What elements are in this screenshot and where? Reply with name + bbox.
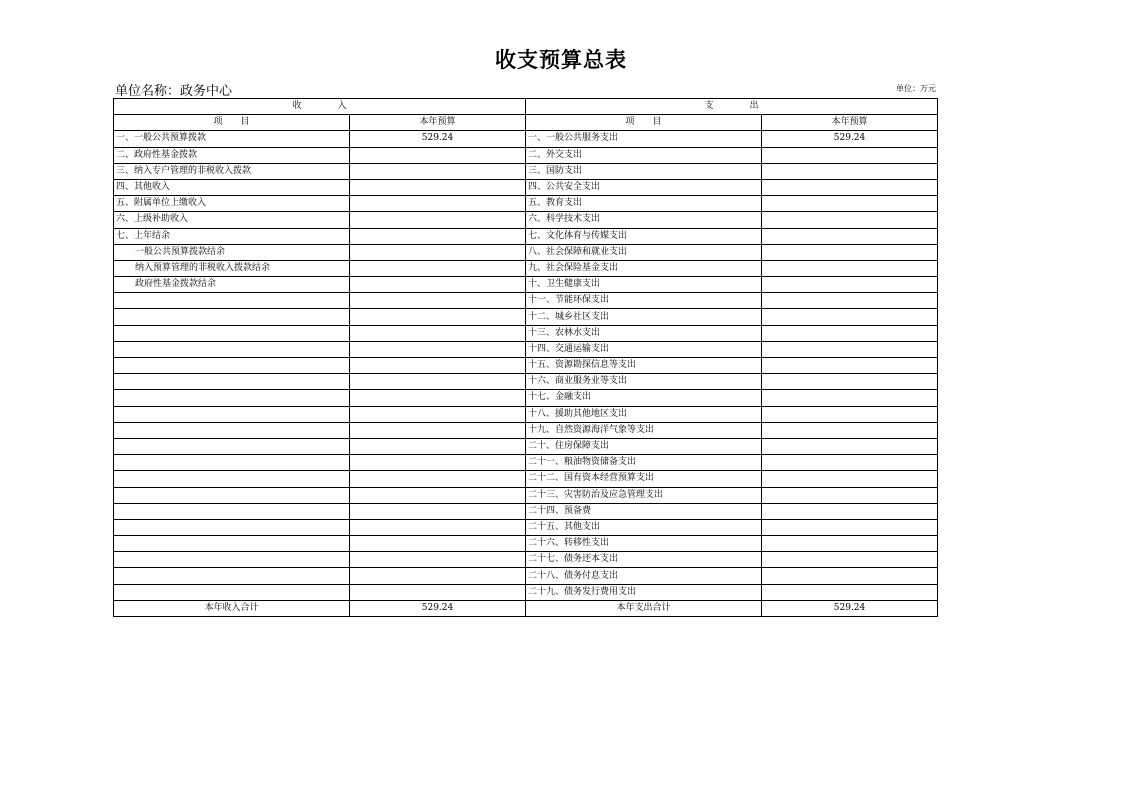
income-item-cell	[114, 406, 350, 422]
income-amount-cell	[350, 147, 526, 163]
income-item-cell: 二、政府性基金拨款	[114, 147, 350, 163]
expense-item-cell: 七、文化体育与传媒支出	[526, 228, 762, 244]
income-item-cell	[114, 438, 350, 454]
table-row	[114, 277, 938, 293]
column-header-row	[114, 115, 938, 131]
income-item-cell	[114, 519, 350, 535]
expense-item-cell: 十五、资源勘探信息等支出	[526, 358, 762, 374]
income-item-cell: 政府性基金拨款结余	[114, 277, 350, 293]
expense-item-cell: 四、公共安全支出	[526, 179, 762, 195]
expense-item-cell: 二十九、债务发行费用支出	[526, 584, 762, 600]
income-item-cell: 五、附属单位上缴收入	[114, 196, 350, 212]
table-row	[114, 131, 938, 147]
income-item-cell: 七、上年结余	[114, 228, 350, 244]
table-row	[114, 358, 938, 374]
table-row	[114, 325, 938, 341]
expense-amount-cell	[762, 374, 938, 390]
expense-amount-cell	[762, 147, 938, 163]
income-amount-cell	[350, 196, 526, 212]
income-item-cell: 一般公共预算拨款结余	[114, 244, 350, 260]
expense-amount-cell	[762, 568, 938, 584]
income-item-cell	[114, 358, 350, 374]
income-amount-cell	[350, 325, 526, 341]
expense-amount-cell	[762, 487, 938, 503]
expense-item-cell: 二十三、灾害防治及应急管理支出	[526, 487, 762, 503]
table-row	[114, 228, 938, 244]
income-total-label: 本年收入合计	[114, 600, 350, 616]
table-row	[114, 179, 938, 195]
table-row	[114, 260, 938, 276]
income-amount-cell	[350, 293, 526, 309]
expense-amount-cell	[762, 244, 938, 260]
expense-amount-cell	[762, 455, 938, 471]
expense-item-cell: 十一、节能环保支出	[526, 293, 762, 309]
income-amount-cell	[350, 568, 526, 584]
expense-item-cell: 二十一、粮油物资储备支出	[526, 455, 762, 471]
income-amount-cell	[350, 390, 526, 406]
table-row	[114, 487, 938, 503]
expense-amount-cell	[762, 228, 938, 244]
income-amount-cell	[350, 438, 526, 454]
unit-label: 单位：万元	[896, 84, 936, 93]
expense-item-cell: 二、外交支出	[526, 147, 762, 163]
expense-item-cell: 八、社会保障和就业支出	[526, 244, 762, 260]
income-item-cell: 一、一般公共预算拨款	[114, 131, 350, 147]
table-row	[114, 471, 938, 487]
expense-amount-cell	[762, 341, 938, 357]
expense-amount-cell	[762, 293, 938, 309]
income-section-header: 收 入	[114, 99, 526, 115]
table-row	[114, 374, 938, 390]
expense-amount-cell	[762, 503, 938, 519]
totals-row	[114, 600, 938, 616]
expense-amount-cell	[762, 196, 938, 212]
expense-amount-cell	[762, 406, 938, 422]
income-item-cell	[114, 390, 350, 406]
table-row	[114, 163, 938, 179]
income-item-cell	[114, 293, 350, 309]
expense-amount-cell	[762, 212, 938, 228]
table-row	[114, 503, 938, 519]
income-amount-cell	[350, 584, 526, 600]
table-row	[114, 422, 938, 438]
income-item-cell	[114, 422, 350, 438]
income-amount-header: 本年预算	[350, 115, 526, 131]
table-row	[114, 341, 938, 357]
table-row	[114, 536, 938, 552]
income-amount-cell	[350, 471, 526, 487]
income-item-cell: 四、其他收入	[114, 179, 350, 195]
expense-item-cell: 十四、交通运输支出	[526, 341, 762, 357]
income-item-cell	[114, 471, 350, 487]
expense-item-cell: 九、社会保险基金支出	[526, 260, 762, 276]
expense-amount-cell	[762, 536, 938, 552]
expense-item-cell: 十六、商业服务业等支出	[526, 374, 762, 390]
income-amount-cell	[350, 422, 526, 438]
expense-amount-cell	[762, 309, 938, 325]
expense-amount-cell	[762, 438, 938, 454]
expense-amount-cell	[762, 358, 938, 374]
income-item-cell	[114, 568, 350, 584]
expense-item-cell: 十七、金融支出	[526, 390, 762, 406]
income-amount-cell	[350, 455, 526, 471]
unit-name: 单位名称：政务中心	[115, 84, 233, 99]
expense-amount-cell	[762, 390, 938, 406]
income-amount-cell	[350, 536, 526, 552]
income-amount-cell	[350, 309, 526, 325]
table-row	[114, 406, 938, 422]
expense-item-header: 项 目	[526, 115, 762, 131]
table-row	[114, 244, 938, 260]
income-item-cell: 三、纳入专户管理的非税收入拨款	[114, 163, 350, 179]
table-row	[114, 147, 938, 163]
expense-item-cell: 二十二、国有资本经营预算支出	[526, 471, 762, 487]
expense-amount-cell: 529.24	[762, 131, 938, 147]
income-amount-cell	[350, 260, 526, 276]
expense-item-cell: 十九、自然资源海洋气象等支出	[526, 422, 762, 438]
income-amount-cell	[350, 277, 526, 293]
expense-item-cell: 二十、住房保障支出	[526, 438, 762, 454]
table-row	[114, 584, 938, 600]
expense-item-cell: 十、卫生健康支出	[526, 277, 762, 293]
table-row	[114, 390, 938, 406]
income-item-cell	[114, 325, 350, 341]
income-amount-cell	[350, 244, 526, 260]
income-amount-cell	[350, 358, 526, 374]
expense-amount-cell	[762, 325, 938, 341]
expense-amount-cell	[762, 584, 938, 600]
income-amount-cell	[350, 552, 526, 568]
income-item-cell	[114, 374, 350, 390]
expense-item-cell: 一、一般公共服务支出	[526, 131, 762, 147]
table-row	[114, 455, 938, 471]
expense-item-cell: 二十七、债务还本支出	[526, 552, 762, 568]
expense-item-cell: 二十五、其他支出	[526, 519, 762, 535]
table-row	[114, 552, 938, 568]
expense-item-cell: 二十四、预备费	[526, 503, 762, 519]
income-amount-cell	[350, 487, 526, 503]
expense-item-cell: 二十八、债务付息支出	[526, 568, 762, 584]
page-title: 收支预算总表	[495, 48, 627, 72]
expense-amount-cell	[762, 471, 938, 487]
income-amount-cell	[350, 228, 526, 244]
income-amount-cell	[350, 341, 526, 357]
table-row	[114, 309, 938, 325]
expense-amount-cell	[762, 552, 938, 568]
income-item-cell	[114, 487, 350, 503]
expense-amount-cell	[762, 422, 938, 438]
income-item-cell	[114, 536, 350, 552]
expense-item-cell: 三、国防支出	[526, 163, 762, 179]
income-amount-cell	[350, 179, 526, 195]
income-item-cell	[114, 552, 350, 568]
income-total-amount: 529.24	[350, 600, 526, 616]
table-row	[114, 438, 938, 454]
expense-amount-cell	[762, 179, 938, 195]
income-amount-cell	[350, 374, 526, 390]
section-header-row	[114, 99, 938, 115]
budget-table	[113, 98, 938, 617]
income-amount-cell	[350, 212, 526, 228]
income-item-cell: 纳入预算管理的非税收入拨款结余	[114, 260, 350, 276]
income-item-cell	[114, 455, 350, 471]
income-item-cell	[114, 309, 350, 325]
income-item-header: 项 目	[114, 115, 350, 131]
expense-section-header: 支 出	[526, 99, 938, 115]
table-row	[114, 568, 938, 584]
income-amount-cell	[350, 503, 526, 519]
expense-amount-header: 本年预算	[762, 115, 938, 131]
expense-item-cell: 二十六、转移性支出	[526, 536, 762, 552]
expense-amount-cell	[762, 163, 938, 179]
income-amount-cell: 529.24	[350, 131, 526, 147]
expense-total-amount: 529.24	[762, 600, 938, 616]
expense-amount-cell	[762, 260, 938, 276]
expense-item-cell: 六、科学技术支出	[526, 212, 762, 228]
table-row	[114, 519, 938, 535]
expense-total-label: 本年支出合计	[526, 600, 762, 616]
expense-item-cell: 十二、城乡社区支出	[526, 309, 762, 325]
table-row	[114, 196, 938, 212]
expense-amount-cell	[762, 519, 938, 535]
income-item-cell: 六、上级补助收入	[114, 212, 350, 228]
income-item-cell	[114, 503, 350, 519]
expense-item-cell: 五、教育支出	[526, 196, 762, 212]
expense-item-cell: 十三、农林水支出	[526, 325, 762, 341]
income-amount-cell	[350, 163, 526, 179]
table-row	[114, 293, 938, 309]
income-item-cell	[114, 341, 350, 357]
expense-item-cell: 十八、援助其他地区支出	[526, 406, 762, 422]
expense-amount-cell	[762, 277, 938, 293]
income-amount-cell	[350, 406, 526, 422]
table-row	[114, 212, 938, 228]
income-amount-cell	[350, 519, 526, 535]
income-item-cell	[114, 584, 350, 600]
